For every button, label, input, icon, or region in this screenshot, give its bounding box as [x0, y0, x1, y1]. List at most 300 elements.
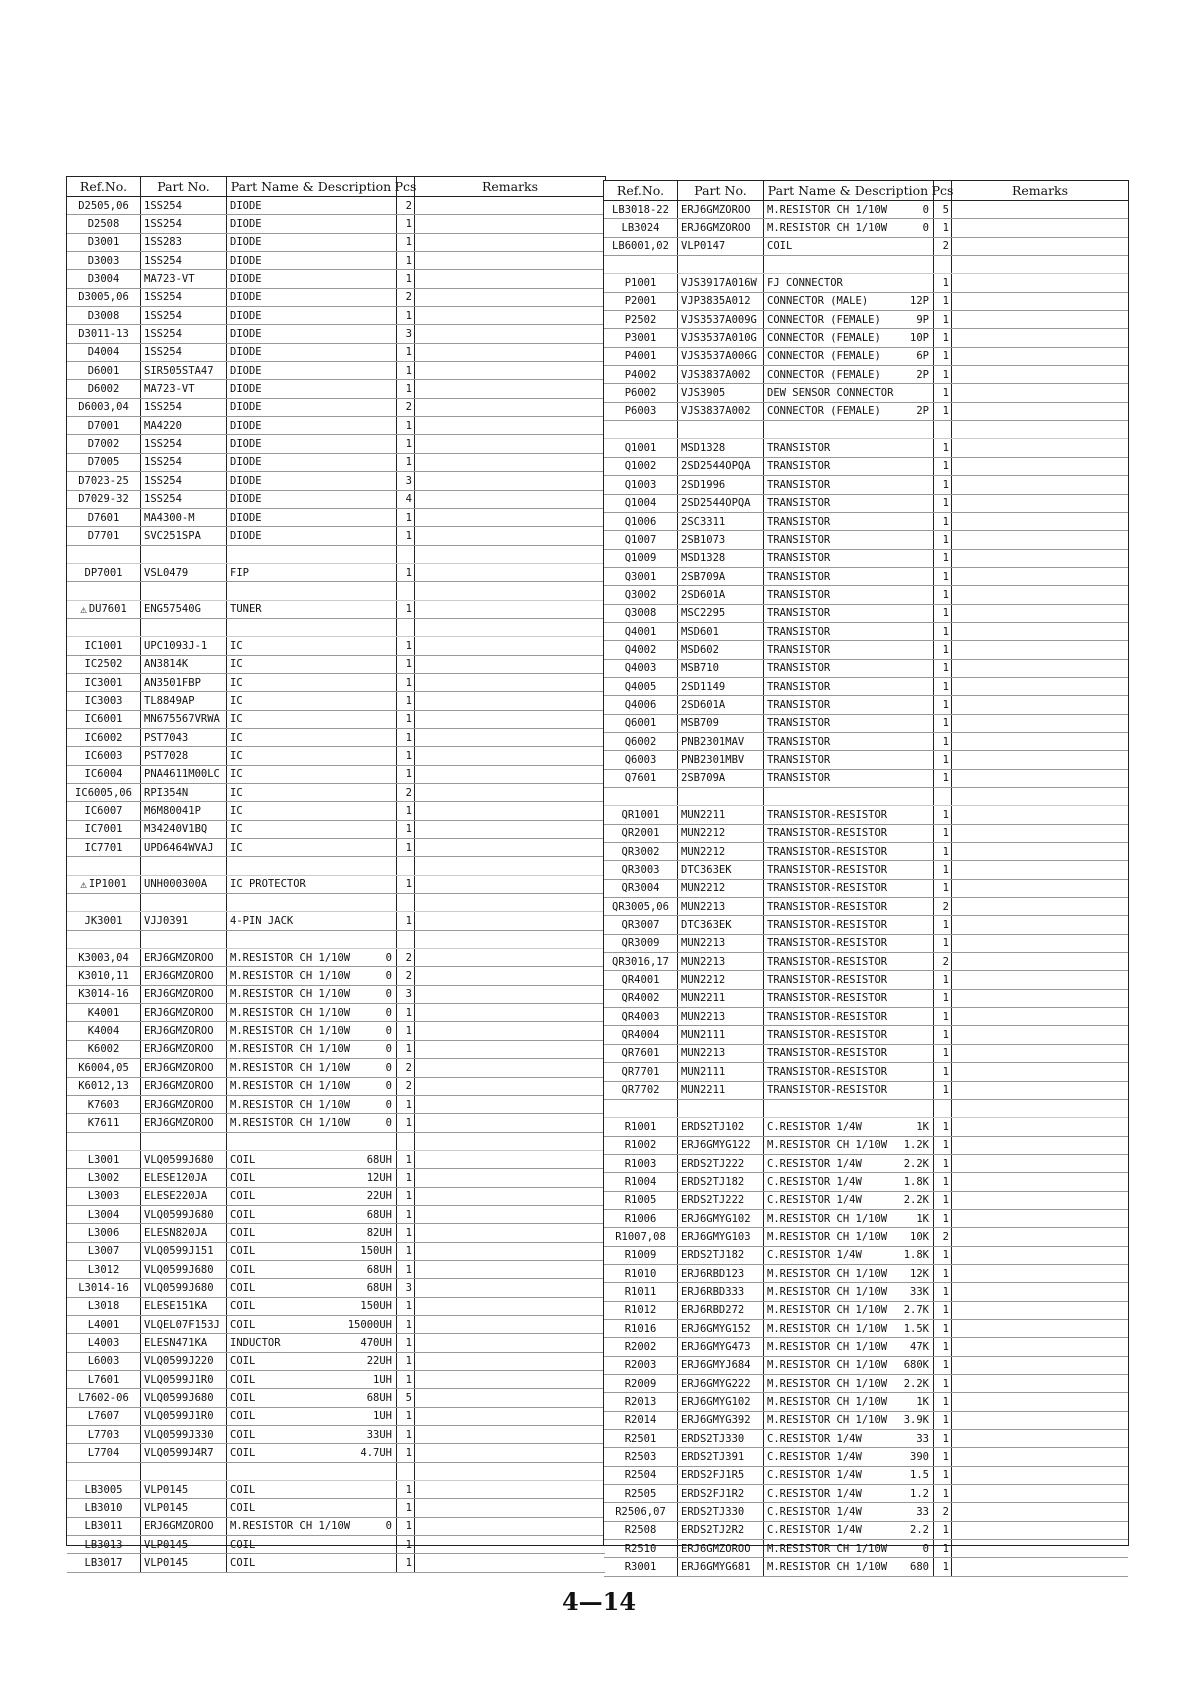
table-row — [67, 839, 605, 857]
blank-row — [67, 931, 605, 949]
description-value: 82UH — [366, 1226, 392, 1239]
description-cell — [227, 1243, 397, 1260]
header-description: Part Name & Description — [227, 177, 397, 196]
description-cell — [764, 825, 934, 842]
part-no-cell — [678, 788, 764, 805]
part-no-cell — [141, 894, 227, 911]
part-no-cell: ERJ6GMZOROO — [141, 967, 227, 984]
description-cell — [227, 546, 397, 563]
ref-no-cell — [67, 784, 141, 801]
pcs-cell: 1 — [934, 1393, 952, 1410]
pcs-cell: 1 — [934, 916, 952, 933]
remarks-cell — [415, 637, 605, 654]
pcs-cell: 1 — [934, 219, 952, 236]
ref-no-text: D7601 — [87, 511, 120, 524]
table-row — [67, 1389, 605, 1407]
description-cell — [227, 1298, 397, 1315]
pcs-cell: 1 — [934, 439, 952, 456]
description-name: DIODE — [230, 328, 262, 341]
remarks-cell — [415, 821, 605, 838]
remarks-cell — [952, 1063, 1128, 1080]
table-row — [604, 513, 1128, 531]
remarks-cell — [952, 439, 1128, 456]
part-no-cell: 2SD1996 — [678, 476, 764, 493]
description-name: DIODE — [230, 346, 262, 359]
remarks-cell — [952, 1026, 1128, 1043]
header-description: Part Name & Description — [764, 181, 934, 200]
ref-no-text: R1007,08 — [615, 1230, 666, 1243]
part-no-cell: VJS3537A010G — [678, 329, 764, 346]
pcs-cell — [934, 788, 952, 805]
description-name: TRANSISTOR-RESISTOR — [767, 845, 888, 858]
remarks-cell — [415, 1536, 605, 1553]
description-value: 0 — [385, 1080, 392, 1093]
description-cell — [764, 788, 934, 805]
part-no-cell: MSD601 — [678, 623, 764, 640]
part-no-cell: ERJ6GMZOROO — [678, 219, 764, 236]
ref-no-text: Q3001 — [624, 570, 657, 583]
pcs-cell: 1 — [934, 1063, 952, 1080]
description-cell — [227, 1334, 397, 1351]
description-value: 1UH — [373, 1410, 392, 1423]
pcs-cell: 1 — [934, 935, 952, 952]
remarks-cell — [952, 770, 1128, 787]
description-name: DIODE — [230, 438, 262, 451]
description-name: COIL — [230, 1557, 256, 1570]
part-no-cell: 1SS254 — [141, 344, 227, 361]
table-row — [67, 325, 605, 343]
ref-no-cell — [67, 582, 141, 599]
description-value: 0 — [385, 1520, 392, 1533]
remarks-cell — [952, 696, 1128, 713]
table-row — [604, 715, 1128, 733]
description-value: 0 — [385, 970, 392, 983]
ref-no-text: K6002 — [87, 1043, 120, 1056]
ref-no-cell — [67, 289, 141, 306]
description-value: 4.7UH — [360, 1447, 392, 1460]
description-cell — [764, 1540, 934, 1557]
description-name: DIODE — [230, 456, 262, 469]
ref-no-cell — [604, 238, 678, 255]
ref-no-cell — [604, 843, 678, 860]
ref-no-cell — [604, 1210, 678, 1227]
part-no-cell: MUN2111 — [678, 1063, 764, 1080]
ref-no-text: L7602-06 — [78, 1392, 129, 1405]
ref-no-cell — [67, 766, 141, 783]
ref-no-text: L3018 — [87, 1300, 120, 1313]
description-cell — [227, 1463, 397, 1480]
pcs-cell: 1 — [397, 766, 415, 783]
table-row — [67, 380, 605, 398]
table-row — [604, 971, 1128, 989]
remarks-cell — [415, 1096, 605, 1113]
remarks-cell — [415, 252, 605, 269]
pcs-cell: 1 — [934, 605, 952, 622]
remarks-cell — [952, 1228, 1128, 1245]
remarks-cell — [415, 234, 605, 251]
pcs-cell: 1 — [934, 843, 952, 860]
ref-no-text: QR3004 — [621, 882, 660, 895]
description-name: IC — [230, 694, 243, 707]
part-no-cell: ERDS2TJ102 — [678, 1118, 764, 1135]
part-no-cell: MA4300-M — [141, 509, 227, 526]
table-header — [604, 181, 1128, 201]
table-row — [67, 729, 605, 747]
description-cell — [227, 1224, 397, 1241]
ref-no-cell — [67, 1243, 141, 1260]
description-cell — [764, 1008, 934, 1025]
description-value: 1K — [916, 1212, 929, 1225]
part-no-cell: TL8849AP — [141, 692, 227, 709]
description-value: 10K — [910, 1230, 929, 1243]
remarks-cell — [952, 1430, 1128, 1447]
description-cell — [764, 439, 934, 456]
pcs-cell: 1 — [397, 564, 415, 581]
table-row — [604, 403, 1128, 421]
pcs-cell: 1 — [397, 1169, 415, 1186]
remarks-cell — [952, 1247, 1128, 1264]
pcs-cell: 1 — [934, 531, 952, 548]
ref-no-cell — [67, 380, 141, 397]
remarks-cell — [415, 1334, 605, 1351]
part-no-cell: VLP0145 — [141, 1554, 227, 1571]
ref-no-cell — [67, 1096, 141, 1113]
remarks-cell — [952, 586, 1128, 603]
description-name: M.RESISTOR CH 1/10W — [230, 1116, 351, 1129]
description-name: TRANSISTOR-RESISTOR — [767, 919, 888, 932]
description-cell — [227, 1169, 397, 1186]
pcs-cell: 1 — [397, 711, 415, 728]
description-value: 2.7K — [903, 1304, 929, 1317]
table-row — [67, 307, 605, 325]
table-row — [604, 1118, 1128, 1136]
remarks-cell — [415, 1169, 605, 1186]
pcs-cell: 1 — [934, 586, 952, 603]
ref-no-text: K7611 — [87, 1116, 120, 1129]
remarks-cell — [952, 256, 1128, 273]
table-row — [604, 348, 1128, 366]
description-value: 150UH — [360, 1300, 392, 1313]
ref-no-cell — [604, 1155, 678, 1172]
description-cell — [764, 1265, 934, 1282]
description-value: 68UH — [366, 1263, 392, 1276]
description-cell — [227, 270, 397, 287]
ref-no-cell — [604, 458, 678, 475]
ref-no-text: L7704 — [87, 1447, 120, 1460]
description-cell — [764, 1485, 934, 1502]
remarks-cell — [415, 711, 605, 728]
ref-no-text: LB3017 — [84, 1557, 123, 1570]
remarks-cell — [952, 219, 1128, 236]
table-row — [604, 1375, 1128, 1393]
ref-no-text: QR7701 — [621, 1065, 660, 1078]
description-cell — [764, 770, 934, 787]
description-name: M.RESISTOR CH 1/10W — [767, 1304, 888, 1317]
table-row — [67, 1022, 605, 1040]
pcs-cell: 2 — [397, 399, 415, 416]
table-row — [604, 880, 1128, 898]
part-no-cell: 1SS254 — [141, 454, 227, 471]
part-no-cell: 1SS283 — [141, 234, 227, 251]
description-name: DIODE — [230, 254, 262, 267]
remarks-cell — [952, 605, 1128, 622]
ref-no-text: IC7701 — [84, 841, 123, 854]
description-name: COIL — [230, 1447, 256, 1460]
description-name: IC — [230, 676, 243, 689]
pcs-cell: 1 — [934, 366, 952, 383]
pcs-cell: 1 — [397, 270, 415, 287]
pcs-cell: 1 — [934, 1522, 952, 1539]
ref-no-cell — [67, 527, 141, 544]
ref-no-text: LB3018-22 — [612, 203, 669, 216]
table-row — [67, 1426, 605, 1444]
description-name: M.RESISTOR CH 1/10W — [230, 1043, 351, 1056]
table-row — [67, 362, 605, 380]
description-name: TRANSISTOR — [767, 643, 831, 656]
ref-no-text: P2001 — [624, 295, 657, 308]
description-value: 680K — [903, 1359, 929, 1372]
ref-no-cell — [604, 696, 678, 713]
pcs-cell: 3 — [397, 325, 415, 342]
ref-no-text: LB3005 — [84, 1483, 123, 1496]
pcs-cell: 1 — [934, 1265, 952, 1282]
remarks-cell — [415, 601, 605, 618]
pcs-cell: 1 — [934, 660, 952, 677]
ref-no-text: R2504 — [624, 1469, 657, 1482]
pcs-cell: 1 — [397, 1316, 415, 1333]
remarks-cell — [952, 678, 1128, 695]
ref-no-cell — [604, 990, 678, 1007]
pcs-cell: 1 — [397, 1353, 415, 1370]
description-cell — [227, 1536, 397, 1553]
table-row — [604, 1008, 1128, 1026]
remarks-cell — [952, 403, 1128, 420]
table-row — [67, 344, 605, 362]
description-name: IC — [230, 786, 243, 799]
ref-no-text: LB6001,02 — [612, 240, 669, 253]
pcs-cell: 1 — [934, 348, 952, 365]
ref-no-cell — [604, 605, 678, 622]
table-row — [604, 605, 1128, 623]
table-row — [67, 509, 605, 527]
ref-no-cell — [67, 1169, 141, 1186]
ref-no-text: L3004 — [87, 1208, 120, 1221]
table-row — [604, 1026, 1128, 1044]
pcs-cell: 2 — [397, 289, 415, 306]
part-no-cell: MUN2212 — [678, 825, 764, 842]
ref-no-cell — [67, 564, 141, 581]
pcs-cell: 1 — [934, 1430, 952, 1447]
description-name: TRANSISTOR — [767, 515, 831, 528]
pcs-cell: 1 — [934, 1118, 952, 1135]
ref-no-cell — [604, 953, 678, 970]
ref-no-cell — [67, 1004, 141, 1021]
part-no-cell: 2SC3311 — [678, 513, 764, 530]
description-cell — [764, 1026, 934, 1043]
part-no-cell: 1SS254 — [141, 325, 227, 342]
ref-no-cell — [67, 1518, 141, 1535]
pcs-cell — [934, 256, 952, 273]
ref-no-cell — [67, 1463, 141, 1480]
remarks-cell — [952, 935, 1128, 952]
part-no-cell: UNH000300A — [141, 876, 227, 893]
table-body — [604, 201, 1128, 1577]
pcs-cell: 1 — [397, 1518, 415, 1535]
description-cell — [764, 733, 934, 750]
description-cell — [227, 417, 397, 434]
ref-no-cell — [67, 912, 141, 929]
description-value: 390 — [910, 1451, 929, 1464]
table-row — [604, 1430, 1128, 1448]
ref-no-text: D2508 — [87, 218, 120, 231]
table-row — [604, 898, 1128, 916]
ref-no-text: D7029-32 — [78, 493, 129, 506]
ref-no-text: Q1004 — [624, 497, 657, 510]
remarks-cell — [415, 325, 605, 342]
table-row — [67, 747, 605, 765]
pcs-cell: 1 — [934, 806, 952, 823]
description-value: 68UH — [366, 1208, 392, 1221]
remarks-cell — [415, 1463, 605, 1480]
pcs-cell: 1 — [934, 1082, 952, 1099]
pcs-cell: 1 — [397, 1188, 415, 1205]
description-name: COIL — [230, 1281, 256, 1294]
part-no-cell: ERJ6GMZOROO — [678, 201, 764, 218]
ref-no-text: IC6002 — [84, 731, 123, 744]
pcs-cell: 1 — [934, 696, 952, 713]
part-no-cell: 1SS254 — [141, 252, 227, 269]
ref-no-text: QR2001 — [621, 827, 660, 840]
pcs-cell: 1 — [934, 513, 952, 530]
ref-no-text: Q3002 — [624, 588, 657, 601]
description-cell — [764, 495, 934, 512]
part-no-cell: 2SD601A — [678, 586, 764, 603]
pcs-cell: 1 — [397, 1371, 415, 1388]
part-no-cell: 1SS254 — [141, 197, 227, 214]
description-cell — [764, 641, 934, 658]
table-row — [604, 1192, 1128, 1210]
description-cell — [764, 751, 934, 768]
ref-no-cell — [67, 1298, 141, 1315]
description-name: TRANSISTOR-RESISTOR — [767, 882, 888, 895]
description-name: TRANSISTOR — [767, 588, 831, 601]
ref-no-cell — [67, 1389, 141, 1406]
remarks-cell — [952, 1192, 1128, 1209]
description-cell — [227, 1554, 397, 1571]
table-row — [67, 766, 605, 784]
pcs-cell: 1 — [397, 380, 415, 397]
table-row — [67, 417, 605, 435]
ref-no-cell — [67, 986, 141, 1003]
part-no-cell: VLQ0599J1R0 — [141, 1408, 227, 1425]
description-cell — [227, 619, 397, 636]
ref-no-text: Q6002 — [624, 735, 657, 748]
remarks-cell — [952, 1338, 1128, 1355]
ref-no-cell — [604, 825, 678, 842]
ref-no-text: K3010,11 — [78, 970, 129, 983]
description-value: 0 — [922, 222, 929, 235]
description-name: IC — [230, 805, 243, 818]
part-no-cell: ELESE220JA — [141, 1188, 227, 1205]
description-name: TRANSISTOR-RESISTOR — [767, 1084, 888, 1097]
ref-no-cell — [604, 1448, 678, 1465]
description-cell — [227, 509, 397, 526]
part-no-cell: ERJ6GMYG152 — [678, 1320, 764, 1337]
table-row — [604, 219, 1128, 237]
ref-no-text: D7001 — [87, 419, 120, 432]
part-no-cell: M6M80041P — [141, 802, 227, 819]
ref-no-cell — [67, 252, 141, 269]
part-no-cell: ELESE151KA — [141, 1298, 227, 1315]
table-row — [67, 637, 605, 655]
remarks-cell — [952, 1210, 1128, 1227]
ref-no-cell — [67, 1114, 141, 1131]
part-no-cell: MSD1328 — [678, 439, 764, 456]
description-value: 2.2K — [903, 1157, 929, 1170]
pcs-cell: 2 — [934, 1228, 952, 1245]
remarks-cell — [415, 1243, 605, 1260]
table-row — [67, 601, 605, 619]
ref-no-text: L3007 — [87, 1245, 120, 1258]
pcs-cell: 1 — [397, 362, 415, 379]
description-cell — [764, 1393, 934, 1410]
pcs-cell: 1 — [934, 1375, 952, 1392]
description-value: 2.2K — [903, 1377, 929, 1390]
description-name: FJ CONNECTOR — [767, 277, 843, 290]
ref-no-cell — [67, 601, 141, 618]
blank-row — [67, 582, 605, 600]
description-cell — [764, 458, 934, 475]
part-no-cell: VLQ0599J1R0 — [141, 1371, 227, 1388]
description-cell — [227, 839, 397, 856]
part-no-cell: ERJ6GMZOROO — [141, 949, 227, 966]
description-cell — [764, 1100, 934, 1117]
description-name: TRANSISTOR — [767, 570, 831, 583]
ref-no-text: R3001 — [624, 1561, 657, 1574]
part-no-cell: ERJ6GMZOROO — [141, 1022, 227, 1039]
ref-no-cell — [604, 1503, 678, 1520]
table-row — [67, 197, 605, 215]
description-name: TRANSISTOR-RESISTOR — [767, 1047, 888, 1060]
description-cell — [227, 601, 397, 618]
pcs-cell: 1 — [934, 1320, 952, 1337]
pcs-cell: 1 — [934, 770, 952, 787]
description-name: TRANSISTOR-RESISTOR — [767, 955, 888, 968]
ref-no-cell — [604, 531, 678, 548]
table-row — [67, 215, 605, 233]
description-cell — [764, 898, 934, 915]
blank-row — [67, 894, 605, 912]
description-cell — [764, 843, 934, 860]
table-row — [604, 861, 1128, 879]
table-row — [67, 1078, 605, 1096]
ref-no-cell — [67, 1279, 141, 1296]
ref-no-cell — [67, 1041, 141, 1058]
table-row — [604, 274, 1128, 292]
description-cell — [227, 1518, 397, 1535]
remarks-cell — [952, 421, 1128, 438]
ref-no-text: Q1001 — [624, 442, 657, 455]
ref-no-cell — [604, 1137, 678, 1154]
ref-no-cell — [67, 546, 141, 563]
description-cell — [227, 1059, 397, 1076]
description-cell — [227, 894, 397, 911]
part-no-cell: VLQ0599J680 — [141, 1206, 227, 1223]
ref-no-text: R2506,07 — [615, 1506, 666, 1519]
description-name: C.RESISTOR 1/4W — [767, 1194, 862, 1207]
ref-no-text: QR3007 — [621, 919, 660, 932]
ref-no-text: K6012,13 — [78, 1080, 129, 1093]
